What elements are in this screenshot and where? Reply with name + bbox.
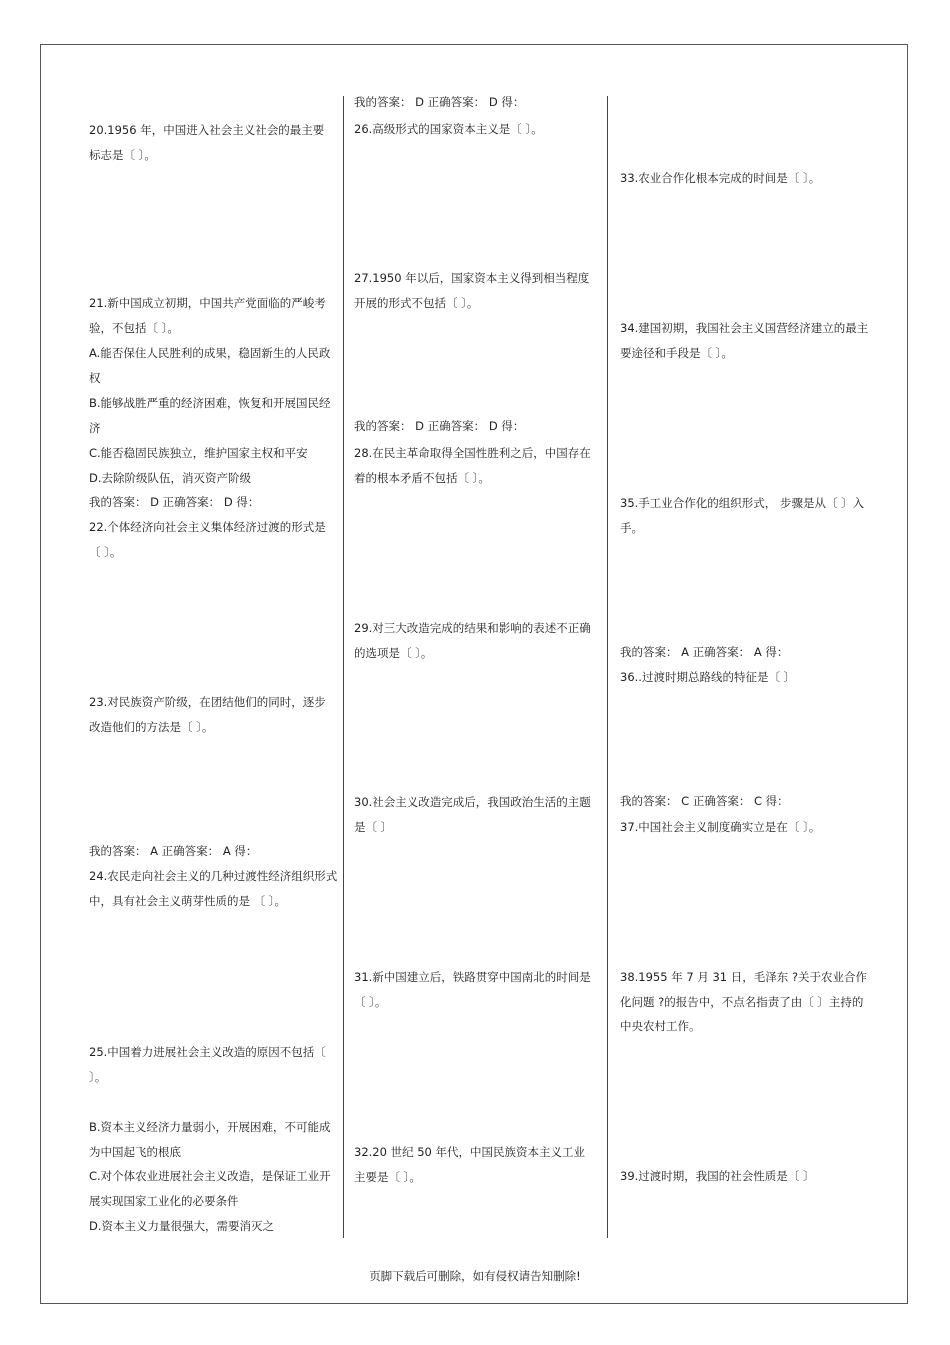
question-23: 23.对民族资产阶级，在团结他们的同时，逐步改造他们的方法是〔 〕。: [89, 695, 326, 734]
question-36: 36..过渡时期总路线的特征是〔 〕: [620, 670, 796, 684]
question-27: 27.1950 年以后，国家资本主义得到相当程度开展的形式不包括〔 〕。: [354, 271, 590, 310]
answer-21: 我的答案： D 正确答案： D 得：: [89, 495, 260, 509]
answer-36: 我的答案： C 正确答案： C 得：: [620, 794, 789, 808]
column-divider-2: [607, 96, 608, 1238]
question-20: 20.1956 年，中国进入社会主义社会的最主要标志是〔 〕。: [89, 123, 325, 162]
question-25-option-d: D.资本主义力量很强大，需要消灭之: [89, 1219, 275, 1233]
question-33: 33.农业合作化根本完成的时间是〔 〕。: [620, 171, 821, 185]
question-34: 34.建国初期，我国社会主义国营经济建立的最主要途径和手段是〔 〕。: [620, 321, 869, 360]
question-22: 22.个体经济向社会主义集体经济过渡的形式是〔 〕。: [89, 520, 326, 559]
column-divider-1: [343, 96, 344, 1238]
answer-25: 我的答案： D 正确答案： D 得：: [354, 95, 525, 109]
answer-23: 我的答案： A 正确答案： A 得：: [89, 844, 258, 858]
question-28: 28.在民主革命取得全国性胜利之后，中国存在着的根本矛盾不包括〔 〕。: [354, 446, 591, 485]
question-24: 24.农民走向社会主义的几种过渡性经济组织形式中，具有社会主义萌芽性质的是 〔 〕。: [89, 869, 338, 908]
question-31: 31.新中国建立后，铁路贯穿中国南北的时间是〔 〕。: [354, 970, 591, 1009]
question-25-option-b: B.资本主义经济力量弱小，开展困难，不可能成为中国起飞的根底: [89, 1120, 331, 1159]
question-29: 29.对三大改造完成的结果和影响的表述不正确的选项是〔 〕。: [354, 621, 591, 660]
question-35: 35.手工业合作化的组织形式， 步骤是从〔 〕入手。: [620, 496, 865, 535]
question-21-option-c: C.能否稳固民族独立，维护国家主权和平安: [89, 446, 308, 460]
question-25-option-c: C.对个体农业进展社会主义改造，是保证工业开展实现国家工业化的必要条件: [89, 1169, 331, 1208]
page-footer: 页脚下载后可删除，如有侵权请告知删除!: [369, 1269, 581, 1283]
answer-35: 我的答案： A 正确答案： A 得：: [620, 645, 789, 659]
question-37: 37.中国社会主义制度确实立是在〔 〕。: [620, 820, 821, 834]
question-32: 32.20 世纪 50 年代，中国民族资本主义工业主要是〔 〕。: [354, 1145, 586, 1184]
question-21-option-d: D.去除阶级队伍，消灭资产阶级: [89, 471, 252, 485]
question-21: 21.新中国成立初期，中国共产党面临的严峻考验，不包括〔 〕。: [89, 296, 326, 335]
question-38: 38.1955 年 7 月 31 日，毛泽东 ?关于农业合作化问题 ?的报告中，不点名指责了由〔 〕主持的中央农村工作。: [620, 970, 868, 1033]
question-26: 26.高级形式的国家资本主义是〔 〕。: [354, 122, 543, 136]
question-21-option-a: A.能否保住人民胜利的成果，稳固新生的人民政权: [89, 346, 331, 385]
question-25: 25.中国着力进展社会主义改造的原因不包括〔 〕。: [89, 1045, 326, 1084]
question-21-option-b: B.能够战胜严重的经济困难，恢复和开展国民经济: [89, 396, 331, 435]
question-39: 39.过渡时期，我国的社会性质是〔 〕: [620, 1169, 815, 1183]
answer-27: 我的答案： D 正确答案： D 得：: [354, 419, 525, 433]
question-30: 30.社会主义改造完成后，我国政治生活的主题是〔 〕: [354, 795, 591, 834]
